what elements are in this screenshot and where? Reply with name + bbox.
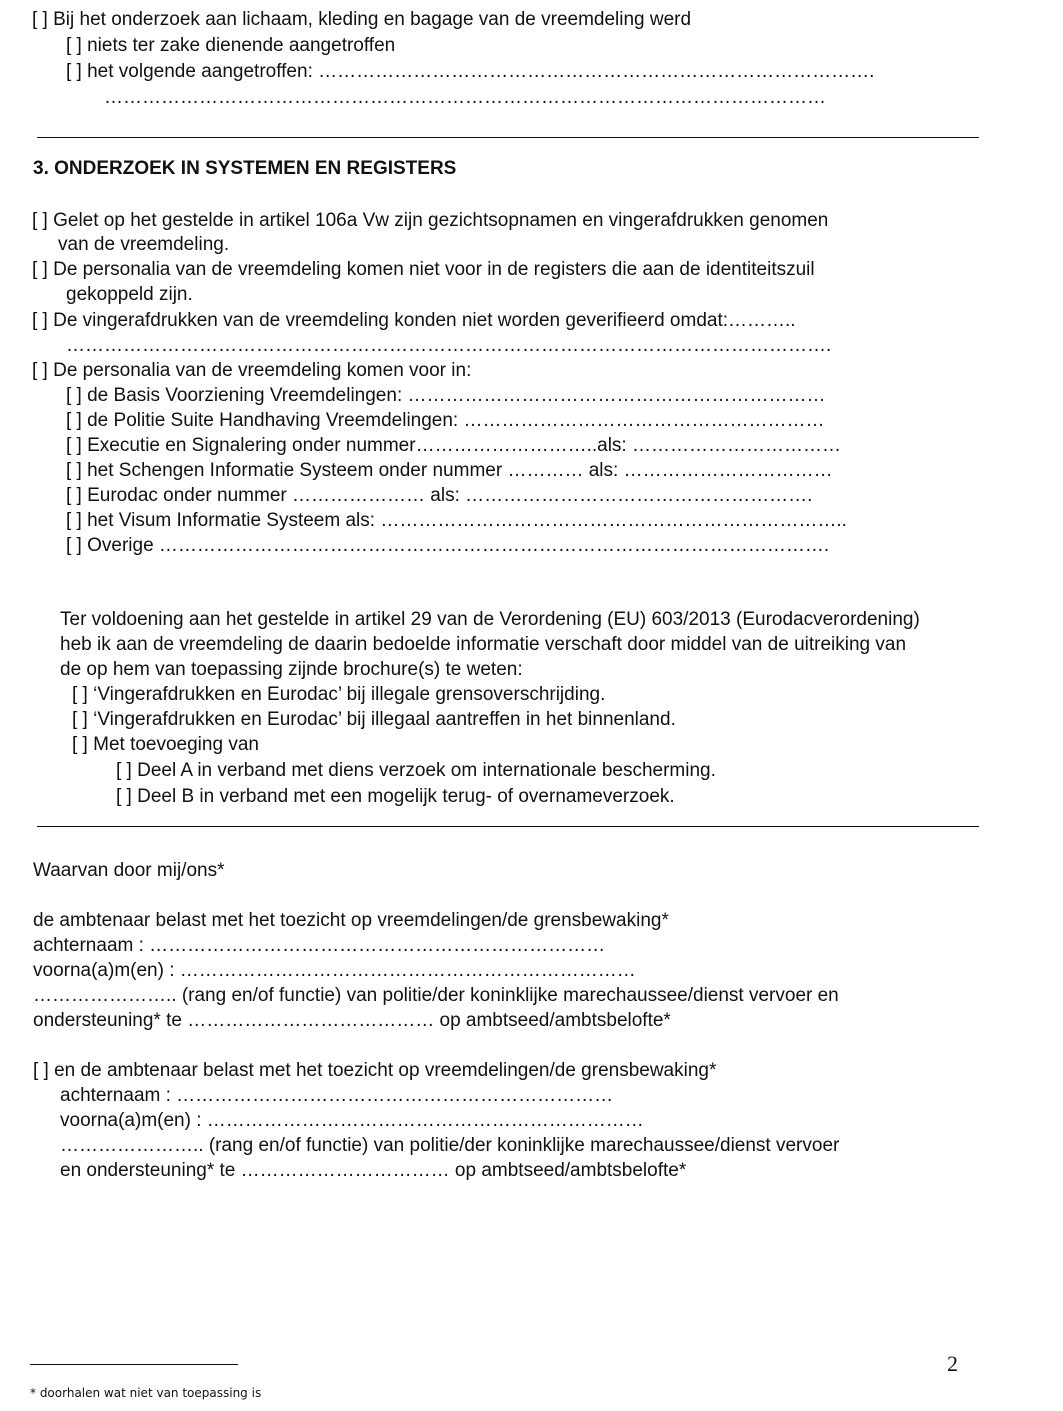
- search-option-nothing-found: [ ] niets ter zake dienende aangetroffen: [66, 35, 396, 56]
- official-2-surname: achternaam : ……………………………………………………………: [60, 1085, 614, 1106]
- search-statement: [ ] Bij het onderzoek aan lichaam, kleding en bagage van de vreemdeling werd: [32, 9, 692, 30]
- page-number: 2: [947, 1351, 958, 1376]
- register-option: [ ] Executie en Signalering onder nummer………………………..als: ……………………………: [66, 435, 841, 456]
- brochure-option: [ ] Met toevoeging van: [72, 734, 259, 755]
- search-option-found: [ ] het volgende aangetroffen: …………………………………………………………………………….: [66, 61, 875, 82]
- official-2-line: ………………….. (rang en/of functie) van politie/der koninklijke marechaussee/dienst vervoer: [60, 1135, 840, 1156]
- eurodac-paragraph: heb ik aan de vreemdeling de daarin bedoelde informatie verschaft door middel van de uitreiking van: [60, 634, 907, 655]
- official-1-line: ondersteuning* te ………………………………… op ambtseed/ambtsbelofte*: [33, 1010, 671, 1031]
- registers-line: van de vreemdeling.: [58, 234, 230, 255]
- register-option: [ ] Overige …………………………………………………………………………………………….: [66, 535, 830, 556]
- official-1-surname: achternaam : ………………………………………………………………: [33, 935, 606, 956]
- section-divider: [37, 137, 979, 138]
- register-option: [ ] het Schengen Informatie Systeem onder nummer ………… als: ……………………………: [66, 460, 833, 481]
- eurodac-paragraph: Ter voldoening aan het gestelde in artikel 29 van de Verordening (EU) 603/2013 (Eurodacverordening): [60, 609, 920, 630]
- registers-line: ………………………………………………………………………………………………………….: [66, 335, 832, 356]
- register-option: [ ] de Basis Voorziening Vreemdelingen: …………………………………………………………: [66, 385, 826, 406]
- eurodac-paragraph: de op hem van toepassing zijnde brochure(s) te weten:: [60, 659, 523, 680]
- registers-line: gekoppeld zijn.: [66, 284, 193, 305]
- register-option: [ ] het Visum Informatie Systeem als: ………………………………………………………………..: [66, 510, 847, 531]
- official-1-line: de ambtenaar belast met het toezicht op vreemdelingen/de grensbewaking*: [33, 910, 669, 931]
- brochure-option: [ ] ‘Vingerafdrukken en Eurodac’ bij illegale grensoverschrijding.: [72, 684, 606, 705]
- brochure-option: [ ] ‘Vingerafdrukken en Eurodac’ bij illegaal aantreffen in het binnenland.: [72, 709, 676, 730]
- register-option: [ ] Eurodac onder nummer ………………… als: ……………………………………………….: [66, 485, 813, 506]
- official-1-line: ………………….. (rang en/of functie) van politie/der koninklijke marechaussee/dienst vervoer en: [33, 985, 839, 1006]
- official-2-firstnames: voorna(a)m(en) : ……………………………………………………………: [60, 1110, 644, 1131]
- brochure-suboption: [ ] Deel B in verband met een mogelijk terug- of overnameverzoek.: [116, 786, 675, 807]
- registers-line: [ ] Gelet op het gestelde in artikel 106a Vw zijn gezichtsopnamen en vingerafdrukken genomen: [32, 210, 829, 231]
- official-2-line: en ondersteuning* te …………………………… op ambtseed/ambtsbelofte*: [60, 1160, 687, 1181]
- search-found-continuation: ……………………………………………………………………………………………………: [104, 87, 826, 108]
- brochure-suboption: [ ] Deel A in verband met diens verzoek om internationale bescherming.: [116, 760, 716, 781]
- registers-line: [ ] De personalia van de vreemdeling komen niet voor in de registers die aan de identiteitszuil: [32, 259, 815, 280]
- signature-intro: Waarvan door mij/ons*: [33, 860, 225, 881]
- footnote-rule: [30, 1364, 238, 1365]
- registers-line: [ ] De personalia van de vreemdeling komen voor in:: [32, 360, 472, 381]
- register-option: [ ] de Politie Suite Handhaving Vreemdelingen: …………………………………………………: [66, 410, 825, 431]
- official-2-line: [ ] en de ambtenaar belast met het toezicht op vreemdelingen/de grensbewaking*: [33, 1060, 717, 1081]
- registers-line: [ ] De vingerafdrukken van de vreemdeling konden niet worden geverifieerd omdat:………..: [32, 310, 796, 331]
- section-3-heading: 3. ONDERZOEK IN SYSTEMEN EN REGISTERS: [33, 158, 457, 179]
- official-1-firstnames: voorna(a)m(en) : ………………………………………………………………: [33, 960, 636, 981]
- footnote: * doorhalen wat niet van toepassing is: [30, 1386, 262, 1400]
- section-divider: [37, 826, 979, 827]
